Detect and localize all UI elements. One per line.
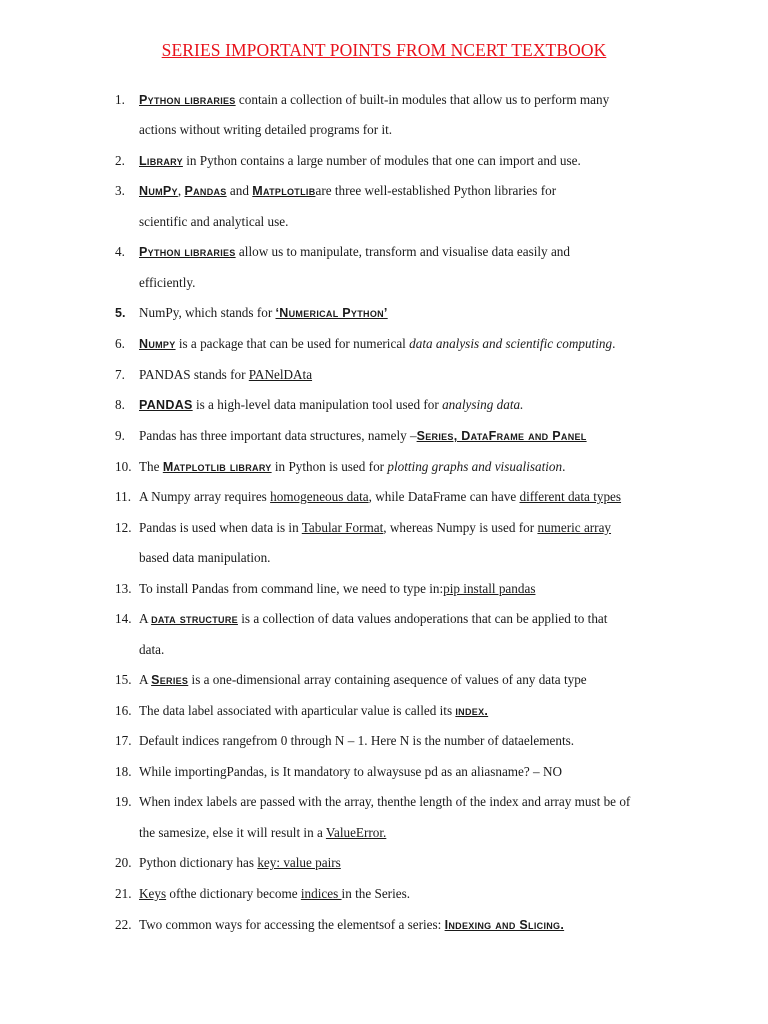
item-number: 15. bbox=[115, 672, 132, 687]
item-text bbox=[139, 764, 562, 780]
item-text bbox=[139, 489, 621, 505]
emphasis-text: Library bbox=[139, 154, 183, 168]
item-text bbox=[139, 917, 564, 933]
text-segment: NumPy, which stands for bbox=[139, 305, 276, 320]
text-segment: Pandas has three important data structures, namely – bbox=[139, 428, 417, 443]
emphasis-text: Series, DataFrame and Panel bbox=[416, 429, 587, 443]
text-segment: . bbox=[612, 336, 616, 351]
item-text bbox=[139, 733, 574, 749]
item-text: scientific and analytical use. bbox=[139, 214, 289, 229]
text-segment: Default indices rangefrom 0 through N – 1. Here N is the number of dataelements. bbox=[139, 733, 575, 748]
item-number: 13. bbox=[115, 581, 132, 596]
text-segment: A bbox=[139, 672, 152, 687]
emphasis-text: Python libraries bbox=[139, 93, 236, 107]
emphasis-text: Numpy bbox=[139, 337, 176, 351]
item-number: 7. bbox=[115, 367, 125, 382]
item-text bbox=[139, 611, 607, 627]
emphasis-text: NumPy bbox=[139, 184, 178, 198]
text-segment: is a one-dimensional array containing asequence of values of any data type bbox=[188, 672, 587, 687]
text-segment: Python dictionary has bbox=[139, 855, 258, 870]
emphasis-text: pip install pandas bbox=[443, 581, 536, 596]
emphasis-text: Python libraries bbox=[139, 245, 236, 259]
item-text bbox=[139, 672, 587, 688]
emphasis-text: Series bbox=[151, 673, 189, 687]
item-number: 14. bbox=[115, 611, 132, 626]
item-text bbox=[139, 459, 565, 475]
item-text bbox=[139, 397, 523, 413]
emphasis-text: plotting graphs and visualisation bbox=[387, 459, 563, 474]
item-number: 4. bbox=[115, 244, 125, 259]
item-text bbox=[139, 581, 535, 597]
text-segment: allow us to manipulate, transform and visualise data easily and bbox=[235, 244, 570, 259]
emphasis-text: data structure bbox=[151, 612, 238, 626]
emphasis-text: numeric array bbox=[537, 520, 612, 535]
emphasis-text: Tabular Format bbox=[301, 520, 384, 535]
item-number: 19. bbox=[115, 794, 132, 809]
emphasis-text: PANelDAta bbox=[248, 367, 313, 382]
item-number: 9. bbox=[115, 428, 125, 443]
text-segment: in Python contains a large number of modules that one can import and use. bbox=[182, 153, 581, 168]
item-number: 16. bbox=[115, 703, 132, 718]
text-segment: The data label associated with aparticular value is called its bbox=[139, 703, 456, 718]
item-number: 21. bbox=[115, 886, 132, 901]
emphasis-text: Pandas bbox=[184, 184, 227, 198]
item-text bbox=[139, 855, 341, 871]
item-number: 8. bbox=[115, 397, 125, 412]
text-segment: is a high-level data manipulation tool used for bbox=[192, 397, 443, 412]
item-text bbox=[139, 825, 386, 841]
item-number: 12. bbox=[115, 520, 132, 535]
text-segment: the samesize, else it will result in a bbox=[139, 825, 326, 840]
emphasis-text: Matplotlib bbox=[252, 184, 316, 198]
text-segment: ofthe dictionary become bbox=[166, 886, 301, 901]
item-text bbox=[139, 367, 312, 383]
text-segment: in the Series. bbox=[341, 886, 411, 901]
item-text bbox=[139, 703, 488, 719]
item-number: 17. bbox=[115, 733, 132, 748]
text-segment: A bbox=[139, 611, 152, 626]
emphasis-text: Matplotlib library bbox=[162, 460, 272, 474]
text-segment: , while DataFrame can have bbox=[368, 489, 520, 504]
item-text: actions without writing detailed programs for it. bbox=[139, 122, 393, 137]
item-number: 18. bbox=[115, 764, 132, 779]
emphasis-text: Indexing and Slicing. bbox=[444, 918, 565, 932]
item-text bbox=[139, 183, 556, 199]
text-segment: and bbox=[226, 183, 253, 198]
text-segment: To install Pandas from command line, we need to type in: bbox=[139, 581, 444, 596]
item-number: 5. bbox=[115, 306, 126, 320]
text-segment: . bbox=[562, 459, 566, 474]
item-text bbox=[139, 305, 388, 321]
page-title: SERIES IMPORTANT POINTS FROM NCERT TEXTBOOK bbox=[161, 40, 607, 60]
item-number: 2. bbox=[115, 153, 125, 168]
item-number: 1. bbox=[115, 92, 125, 107]
item-text: data. bbox=[139, 642, 165, 657]
text-segment: is a package that can be used for numerical bbox=[175, 336, 410, 351]
item-text bbox=[139, 153, 581, 169]
item-text bbox=[139, 886, 410, 902]
text-segment: , whereas Numpy is used for bbox=[383, 520, 538, 535]
emphasis-text: ‘Numerical Python’ bbox=[275, 306, 388, 320]
emphasis-text: Keys bbox=[139, 886, 167, 901]
text-segment: Two common ways for accessing the elementsof a series: bbox=[139, 917, 445, 932]
text-segment: in Python is used for bbox=[271, 459, 388, 474]
item-text: based data manipulation. bbox=[139, 550, 271, 565]
item-number: 11. bbox=[115, 489, 131, 504]
text-segment: contain a collection of built-in modules that allow us to perform many bbox=[235, 92, 610, 107]
item-number: 3. bbox=[115, 183, 125, 198]
item-text bbox=[139, 336, 615, 352]
text-segment: is a collection of data values andoperations that can be applied to that bbox=[237, 611, 608, 626]
emphasis-text: key: value pairs bbox=[257, 855, 341, 870]
emphasis-text: index. bbox=[455, 704, 489, 718]
item-number: 10. bbox=[115, 459, 132, 474]
emphasis-text: analysing data. bbox=[442, 397, 524, 412]
item-text bbox=[139, 244, 570, 260]
emphasis-text: indices bbox=[300, 886, 342, 901]
emphasis-text: PANDAS bbox=[139, 398, 193, 412]
emphasis-text: data analysis and scientific computing bbox=[409, 336, 613, 351]
item-number: 6. bbox=[115, 336, 125, 351]
item-text bbox=[139, 428, 587, 444]
text-segment: A Numpy array requires bbox=[139, 489, 271, 504]
text-segment: While importingPandas, is It mandatory to alwaysuse pd as an aliasname? – NO bbox=[139, 764, 562, 779]
item-text: efficiently. bbox=[139, 275, 196, 290]
text-segment: Pandas is used when data is in bbox=[139, 520, 302, 535]
text-segment: When index labels are passed with the array, thenthe length of the index and array must be of bbox=[139, 794, 631, 809]
text-segment: The bbox=[139, 459, 163, 474]
item-text bbox=[139, 92, 609, 108]
text-segment: are three well-established Python libraries for bbox=[315, 183, 557, 198]
emphasis-text: ValueError. bbox=[325, 825, 387, 840]
text-segment: , bbox=[177, 183, 185, 198]
emphasis-text: different data types bbox=[519, 489, 622, 504]
text-segment: PANDAS stands for bbox=[139, 367, 249, 382]
item-text bbox=[139, 794, 630, 810]
item-number: 22. bbox=[115, 917, 132, 932]
emphasis-text: homogeneous data bbox=[270, 489, 369, 504]
item-number: 20. bbox=[115, 855, 132, 870]
item-text bbox=[139, 520, 611, 536]
